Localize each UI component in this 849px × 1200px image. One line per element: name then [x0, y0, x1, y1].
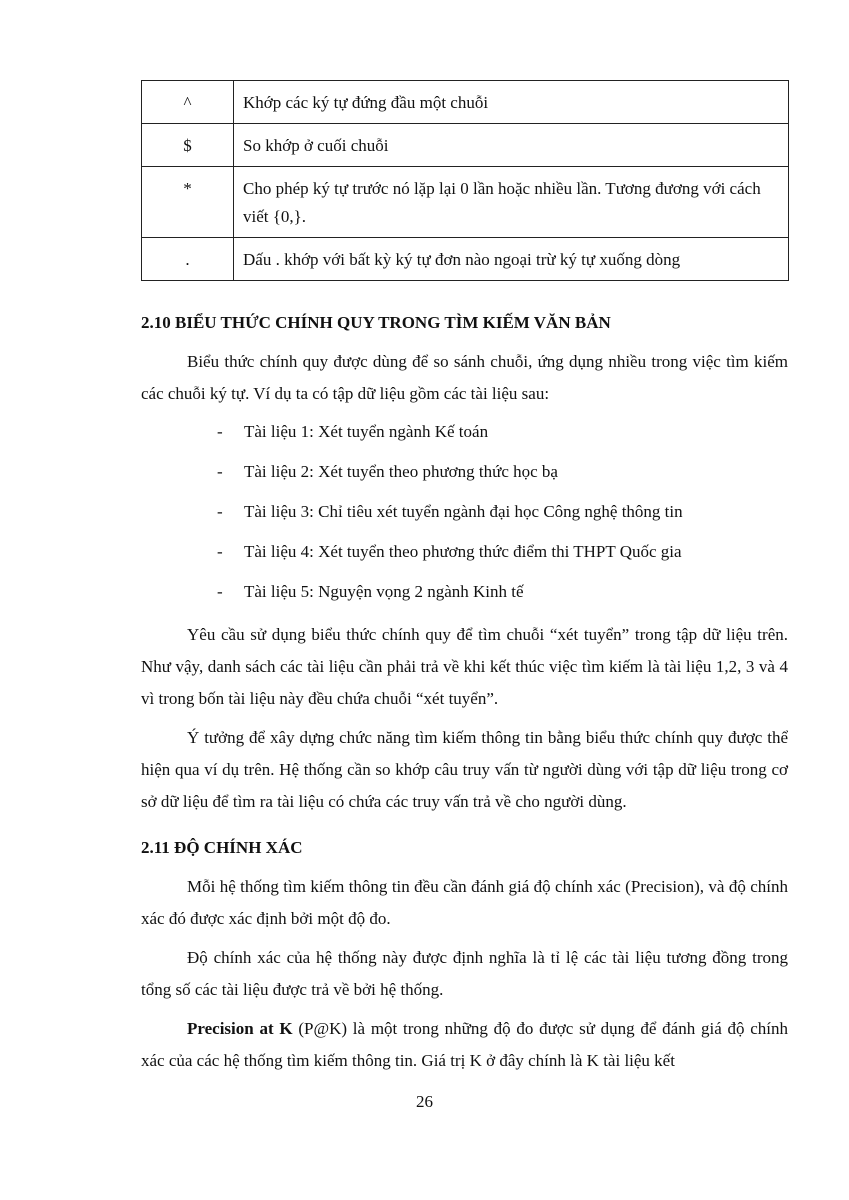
table-row: [142, 167, 789, 238]
table-row: [142, 238, 789, 281]
table-cell-symbol: $: [142, 124, 234, 167]
list-dash: -: [217, 582, 223, 601]
list-item-text: Tài liệu 3: Chỉ tiêu xét tuyển ngành đại học Công nghệ thông tin: [244, 502, 683, 521]
paragraph-requirement: Yêu cầu sử dụng biểu thức chính quy để tìm chuỗi “xét tuyển” trong tập dữ liệu trên. Như vậy, danh sách các tài liệu cần phải trả về khi kết thúc việc tìm kiếm là tài liệu 1,2, 3 và 4 vì trong bốn tài liệu này đều chứa chuỗi “xét tuyển”.: [141, 625, 788, 708]
paragraph-intro: Biểu thức chính quy được dùng để so sánh chuỗi, ứng dụng nhiều trong việc tìm kiếm các chuỗi ký tự. Ví dụ ta có tập dữ liệu gồm các tài liệu sau:: [141, 352, 788, 403]
table-row: [142, 81, 789, 124]
paragraph-precision-at-k: [141, 1013, 788, 1077]
list-item-text: Tài liệu 1: Xét tuyển ngành Kế toán: [244, 422, 489, 441]
paragraph-text: (P@K) là một trong những độ đo được sử dụng để đánh giá độ chính xác của các hệ thống tìm kiếm thông tin. Giá trị K ở đây chính là K tài liệu kết: [141, 1019, 788, 1070]
page-number: 26: [416, 1092, 433, 1111]
list-dash: -: [217, 542, 223, 561]
list-item-text: Tài liệu 5: Nguyện vọng 2 ngành Kinh tế: [244, 582, 524, 601]
list-item: [217, 532, 683, 572]
table-row: [142, 124, 789, 167]
list-dash: -: [217, 462, 223, 481]
section-heading-2-10: 2.10 BIỂU THỨC CHÍNH QUY TRONG TÌM KIẾM VĂN BẢN: [141, 313, 611, 332]
list-dash: -: [217, 422, 223, 441]
table-cell-description: So khớp ở cuối chuỗi: [234, 124, 789, 167]
list-item-text: Tài liệu 2: Xét tuyển theo phương thức học bạ: [244, 462, 558, 481]
term-precision-at-k: Precision at K: [187, 1019, 293, 1038]
table-cell-description: Khớp các ký tự đứng đầu một chuỗi: [234, 81, 789, 124]
list-item: [217, 412, 683, 452]
document-list: [217, 412, 683, 612]
table-cell-symbol: .: [142, 238, 234, 281]
regex-symbol-table: [141, 80, 789, 281]
list-item-text: Tài liệu 4: Xét tuyển theo phương thức điểm thi THPT Quốc gia: [244, 542, 682, 561]
list-item: [217, 492, 683, 532]
paragraph-precision-definition: Độ chính xác của hệ thống này được định nghĩa là tỉ lệ các tài liệu tương đồng trong tổng số các tài liệu được trả về bởi hệ thống.: [141, 948, 788, 999]
section-heading-2-11: 2.11 ĐỘ CHÍNH XÁC: [141, 838, 303, 857]
table-cell-symbol: *: [142, 167, 234, 238]
table-cell-description: Dấu . khớp với bất kỳ ký tự đơn nào ngoại trừ ký tự xuống dòng: [234, 238, 789, 281]
table-cell-description: Cho phép ký tự trước nó lặp lại 0 lần hoặc nhiều lần. Tương đương với cách viết {0,}.: [234, 167, 789, 238]
list-item: [217, 452, 683, 492]
list-dash: -: [217, 502, 223, 521]
list-item: [217, 572, 683, 612]
paragraph-idea: Ý tưởng để xây dựng chức năng tìm kiếm thông tin bằng biểu thức chính quy được thể hiện qua ví dụ trên. Hệ thống cần so khớp câu truy vấn từ người dùng với tập dữ liệu trong cơ sở dữ liệu để tìm ra tài liệu có chứa các truy vấn trả về cho người dùng.: [141, 728, 788, 811]
table-cell-symbol: ^: [142, 81, 234, 124]
paragraph-precision-intro: Mỗi hệ thống tìm kiếm thông tin đều cần đánh giá độ chính xác (Precision), và độ chính xác đó được xác định bởi một độ đo.: [141, 877, 788, 928]
